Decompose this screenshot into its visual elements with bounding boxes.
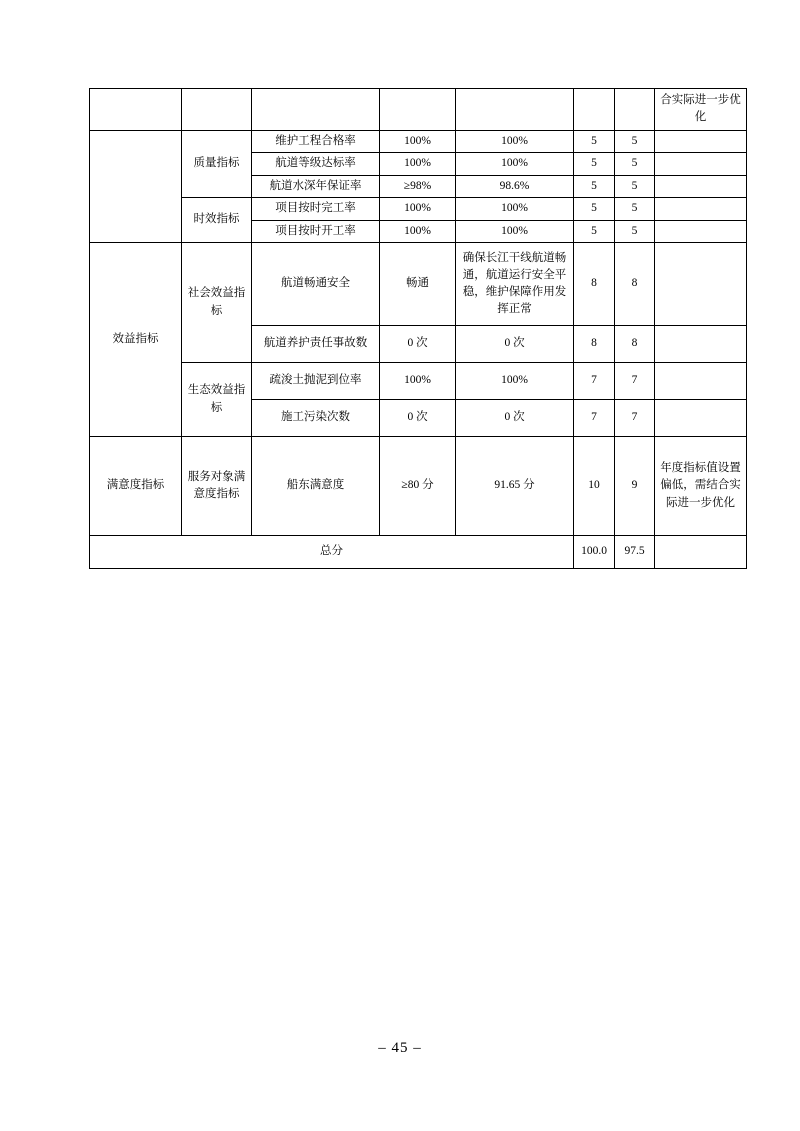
performance-table-wrapper — [89, 88, 746, 569]
cell-score-got: 5 — [615, 198, 655, 221]
cell-score-full: 5 — [574, 220, 615, 243]
cell-actual: 100% — [456, 198, 574, 221]
cell-score-full: 5 — [574, 153, 615, 176]
cell-remark-continued: 合实际进一步优化 — [655, 89, 747, 131]
cell-indicator: 船东满意度 — [252, 437, 380, 536]
cell-actual: 确保长江干线航道畅通，航道运行安全平稳，维护保障作用发挥正常 — [456, 243, 574, 326]
cell-score-got: 5 — [615, 130, 655, 153]
cell-actual: 100% — [456, 130, 574, 153]
cell-remark — [655, 153, 747, 176]
cell-score-full: 5 — [574, 198, 615, 221]
cell-target: ≥98% — [380, 175, 456, 198]
table-total-row — [90, 536, 747, 569]
cell-remark: 年度指标值设置偏低，需结合实际进一步优化 — [655, 437, 747, 536]
cell-level2-continued — [182, 89, 252, 131]
cell-level2-service-satisfaction: 服务对象满意度指标 — [182, 437, 252, 536]
cell-target-continued — [380, 89, 456, 131]
table-row — [90, 198, 747, 221]
cell-remark — [655, 175, 747, 198]
cell-remark — [655, 220, 747, 243]
page-number: – 45 – — [378, 1040, 422, 1056]
cell-score-got: 7 — [615, 400, 655, 437]
total-score-full: 100.0 — [574, 536, 615, 569]
cell-indicator: 维护工程合格率 — [252, 130, 380, 153]
cell-remark — [655, 243, 747, 326]
cell-score-full: 8 — [574, 326, 615, 363]
performance-indicator-table — [89, 88, 747, 569]
cell-score-got: 5 — [615, 153, 655, 176]
cell-score-full: 8 — [574, 243, 615, 326]
cell-actual: 98.6% — [456, 175, 574, 198]
cell-level2-social-benefit: 社会效益指标 — [182, 243, 252, 363]
table-row — [90, 243, 747, 326]
cell-score-full: 7 — [574, 400, 615, 437]
table-row — [90, 130, 747, 153]
cell-remark — [655, 326, 747, 363]
cell-actual: 91.65 分 — [456, 437, 574, 536]
cell-remark — [655, 130, 747, 153]
cell-score-full: 5 — [574, 175, 615, 198]
cell-score-got: 5 — [615, 175, 655, 198]
cell-level2-eco-benefit: 生态效益指标 — [182, 363, 252, 437]
cell-actual-continued — [456, 89, 574, 131]
cell-target: 100% — [380, 153, 456, 176]
cell-remark — [655, 400, 747, 437]
table-row — [90, 437, 747, 536]
cell-actual: 0 次 — [456, 326, 574, 363]
total-remark — [655, 536, 747, 569]
cell-actual: 100% — [456, 220, 574, 243]
cell-actual: 0 次 — [456, 400, 574, 437]
cell-indicator: 项目按时完工率 — [252, 198, 380, 221]
cell-target: 100% — [380, 130, 456, 153]
cell-actual: 100% — [456, 153, 574, 176]
cell-level2-timeliness: 时效指标 — [182, 198, 252, 243]
cell-indicator: 航道养护责任事故数 — [252, 326, 380, 363]
cell-score-got: 8 — [615, 326, 655, 363]
cell-target: 畅通 — [380, 243, 456, 326]
cell-score-got: 7 — [615, 363, 655, 400]
cell-target: 0 次 — [380, 326, 456, 363]
cell-indicator: 疏浚土抛泥到位率 — [252, 363, 380, 400]
cell-target: 100% — [380, 220, 456, 243]
table-row — [90, 363, 747, 400]
cell-score-full: 10 — [574, 437, 615, 536]
cell-indicator: 项目按时开工率 — [252, 220, 380, 243]
cell-level1-benefit: 效益指标 — [90, 243, 182, 437]
cell-score-full-continued — [574, 89, 615, 131]
cell-level1-blank — [90, 130, 182, 243]
cell-level1-satisfaction: 满意度指标 — [90, 437, 182, 536]
cell-level1-continued — [90, 89, 182, 131]
cell-score-got-continued — [615, 89, 655, 131]
table-row — [90, 89, 747, 131]
cell-score-got: 5 — [615, 220, 655, 243]
cell-target: 100% — [380, 363, 456, 400]
cell-score-full: 7 — [574, 363, 615, 400]
total-score-got: 97.5 — [615, 536, 655, 569]
cell-indicator: 航道畅通安全 — [252, 243, 380, 326]
cell-remark — [655, 363, 747, 400]
cell-score-got: 9 — [615, 437, 655, 536]
total-label: 总分 — [90, 536, 574, 569]
cell-indicator-continued — [252, 89, 380, 131]
cell-indicator: 航道水深年保证率 — [252, 175, 380, 198]
cell-target: 100% — [380, 198, 456, 221]
cell-indicator: 施工污染次数 — [252, 400, 380, 437]
cell-target: 0 次 — [380, 400, 456, 437]
cell-score-full: 5 — [574, 130, 615, 153]
cell-remark — [655, 198, 747, 221]
cell-actual: 100% — [456, 363, 574, 400]
cell-score-got: 8 — [615, 243, 655, 326]
cell-target: ≥80 分 — [380, 437, 456, 536]
cell-level2-quality: 质量指标 — [182, 130, 252, 198]
cell-indicator: 航道等级达标率 — [252, 153, 380, 176]
